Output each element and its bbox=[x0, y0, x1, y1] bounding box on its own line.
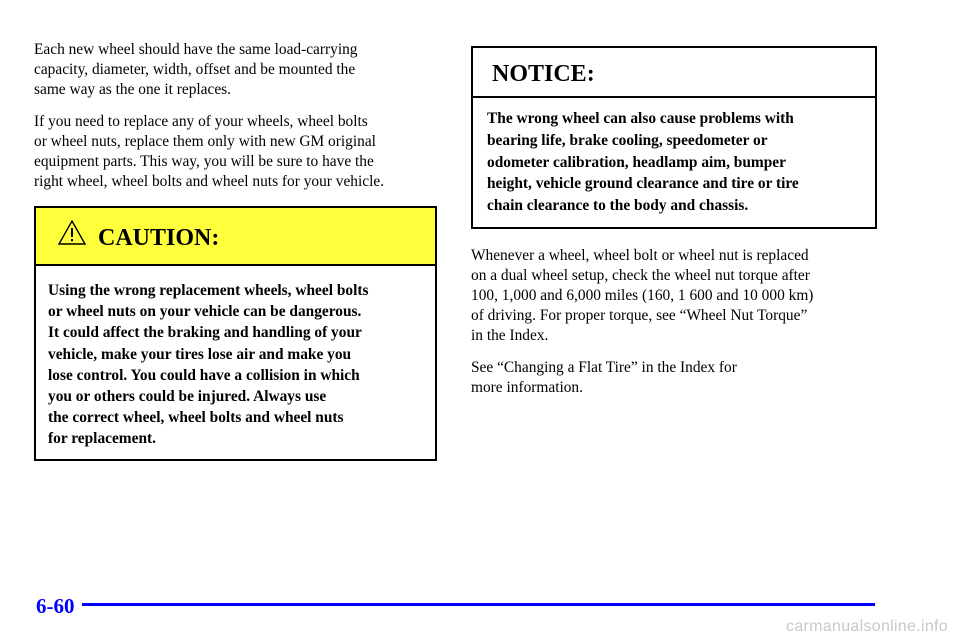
caution-box bbox=[34, 206, 437, 461]
caution-header bbox=[36, 208, 435, 266]
caution-body: Using the wrong replacement wheels, wheel bolts or wheel nuts on your vehicle can be dangerous. It could affect the braking and handling of your vehicle, make your tires lose air and make you lose control. You could have a collision in which you or others could be injured. Always use the correct wheel, wheel bolts and wheel nuts for replacement. bbox=[48, 282, 369, 448]
paragraph-wheel-requirements: Each new wheel should have the same load-carrying capacity, diameter, width, offset and be mounted the same way as the one it replaces. bbox=[34, 41, 358, 98]
paragraph-replacement-parts: If you need to replace any of your wheels, wheel bolts or wheel nuts, replace them only with new GM original equipment parts. This way, you will be sure to have the right wheel, wheel bolts and wheel nuts for your vehicle. bbox=[34, 113, 385, 190]
notice-body: The wrong wheel can also cause problems with bearing life, brake cooling, speedometer or odometer calibration, headlamp aim, bumper height, vehicle ground clearance and tire or tire chain clearance to the body and chassis. bbox=[487, 110, 799, 215]
paragraph-dual-wheel-torque: Whenever a wheel, wheel bolt or wheel nut is replaced on a dual wheel setup, check the wheel nut torque after 100, 1,000 and 6,000 miles (160, 1 600 and 10 000 km) of driving. For proper torque, see “Wheel Nut Torque” in the Index. bbox=[471, 247, 814, 344]
left-column bbox=[34, 40, 444, 204]
page-number: 6-60 bbox=[36, 594, 75, 618]
notice-box bbox=[471, 46, 877, 229]
warning-triangle-icon bbox=[57, 219, 87, 246]
right-column bbox=[471, 246, 881, 410]
watermark: carmanualsonline.info bbox=[786, 618, 948, 635]
caution-title: CAUTION: bbox=[98, 225, 220, 251]
footer-rule bbox=[82, 603, 875, 606]
notice-header bbox=[473, 48, 875, 98]
paragraph-flat-tire-reference: See “Changing a Flat Tire” in the Index for more information. bbox=[471, 359, 737, 396]
notice-title: NOTICE: bbox=[492, 61, 595, 87]
